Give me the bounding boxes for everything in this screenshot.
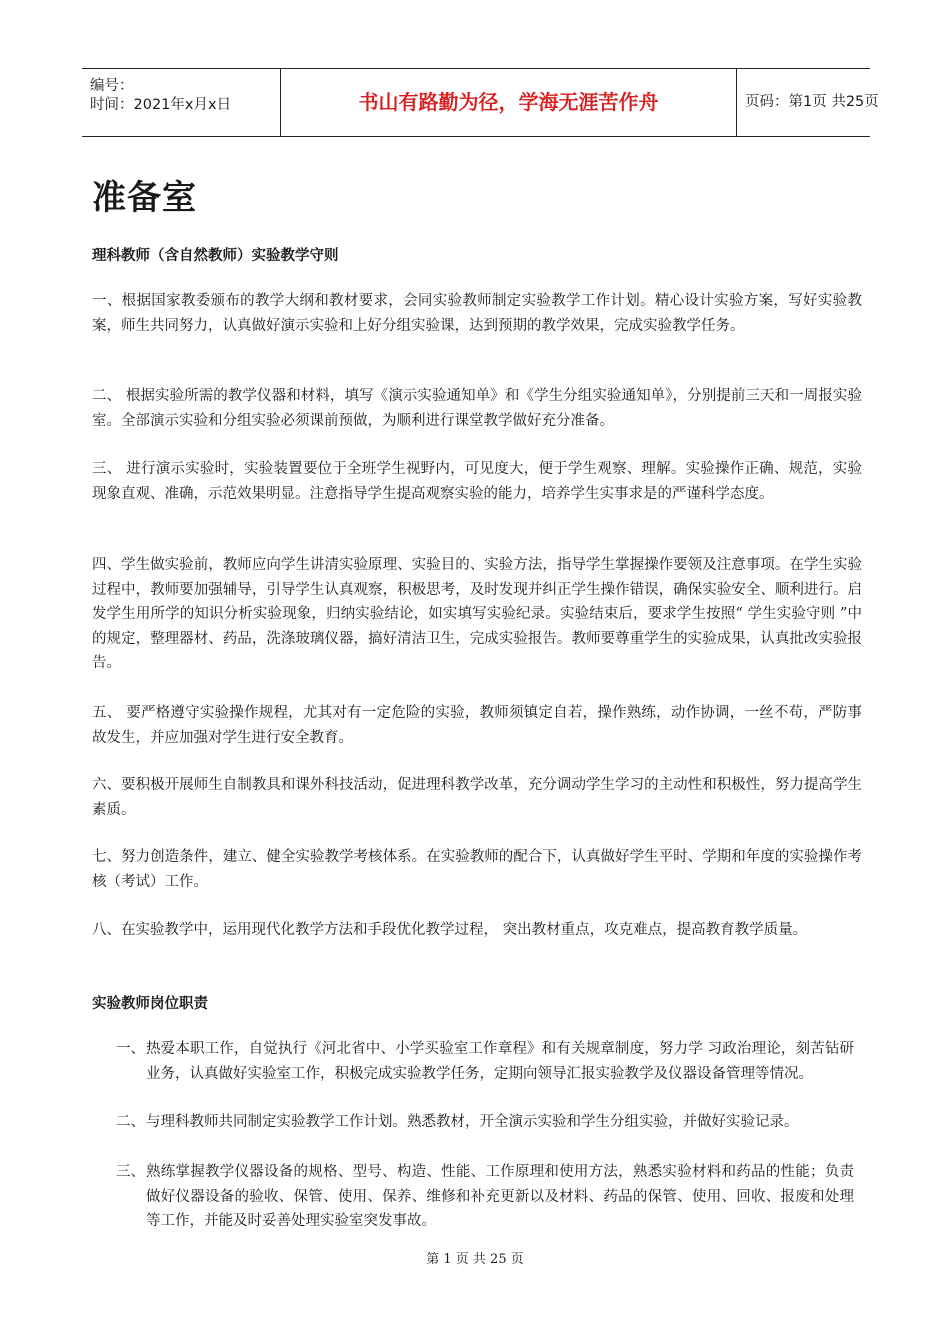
time-label: 时间：2021年x月x日 — [90, 97, 232, 113]
page-title: 准备室 — [92, 178, 197, 218]
section-heading-duties: 实验教师岗位职责 — [92, 996, 208, 1012]
header-meta-cell — [82, 69, 281, 136]
number-label: 编号： — [90, 78, 134, 94]
list-item-number: 一、 — [116, 1041, 145, 1057]
header-table — [82, 68, 879, 137]
paragraph-8: 八、在实验教学中，运用现代化教学方法和手段优化教学过程， 突出教材重点，攻克难点，提高教育教学质量。 — [92, 922, 808, 938]
section-heading-rules: 理科教师（含自然教师）实验教学守则 — [92, 248, 339, 264]
header-motto: 书山有路勤为径，学海无涯苦作舟 — [281, 69, 737, 136]
paragraph-2: 二、 根据实验所需的教学仪器和材料，填写《演示实验通知单》和《学生分组实验通知单》，分别提前三天和一周报实验室。全部演示实验和分组实验必须课前预做，为顺利进行课堂教学做好充分准备。 — [92, 388, 862, 429]
list-item-text: 热爱本职工作，自觉执行《河北省中、小学买验室工作章程》和有关规章制度，努力学 习政治理论，刻苦钻研业务，认真做好实验室工作，积极完成实验教学任务，定期向领导汇报实验教学及仪器设备管理等情况。 — [146, 1041, 854, 1082]
page-footer: 第 1 页 共 25 页 — [426, 1252, 524, 1267]
paragraph-1: 一、根据国家教委颁布的教学大纲和教材要求，会同实验教师制定实验教学工作计划。精心设计实验方案，写好实验教案，师生共同努力，认真做好演示实验和上好分组实验课，达到预期的教学效果，完成实验教学任务。 — [92, 293, 862, 334]
paragraph-3: 三、 进行演示实验时，实验装置要位于全班学生视野内，可见度大，便于学生观察、理解。实验操作正确、规范，实验现象直观、准确，示范效果明显。注意指导学生提高观察实验的能力，培养学生实事求是的严谨科学态度。 — [92, 461, 862, 502]
header-page-label: 页码：第1页 共25页 — [745, 94, 879, 110]
list-item-number: 二、 — [116, 1114, 145, 1130]
paragraph-4: 四、学生做实验前，教师应向学生讲清实验原理、实验目的、实验方法，指导学生掌握操作要领及注意事项。在学生实验过程中，教师要加强辅导，引导学生认真观察，积极思考，及时发现并纠正学生操作错误，确保实验安全、顺利进行。启发学生用所学的知识分析实验现象，归纳实验结论，如实填写实验纪录。实验结束后，要求学生按照“ 学生实验守则 ”中的规定，整理器材、药品，洗涤玻璃仪器，搞好清洁卫生，完成实验报告。教师要尊重学生的实验成果，认真批改实验报告。 — [92, 557, 862, 671]
paragraph-6: 六、要积极开展师生自制教具和课外科技活动，促进理科教学改革，充分调动学生学习的主动性和积极性，努力提高学生素质。 — [92, 777, 862, 818]
list-item-text: 熟练掌握教学仪器设备的规格、型号、构造、性能、工作原理和使用方法，熟悉实验材料和药品的性能；负责做好仪器设备的验收、保管、使用、保养、维修和补充更新以及材料、药品的保管、使用、回收、报废和处理等工作，并能及时妥善处理实验室突发事故。 — [146, 1164, 854, 1229]
list-item-number: 三、 — [116, 1164, 145, 1180]
paragraph-7: 七、努力创造条件，建立、健全实验教学考核体系。在实验教师的配合下，认真做好学生平时、学期和年度的实验操作考核（考试）工作。 — [92, 849, 862, 890]
list-item-text: 与理科教师共同制定实验教学工作计划。熟悉教材，开全演示实验和学生分组实验，并做好实验记录。 — [146, 1114, 799, 1130]
paragraph-5: 五、 要严格遵守实验操作规程，尤其对有一定危险的实验，教师须镇定自若，操作熟练，动作协调，一丝不苟，严防事故发生，并应加强对学生进行安全教育。 — [92, 705, 862, 746]
